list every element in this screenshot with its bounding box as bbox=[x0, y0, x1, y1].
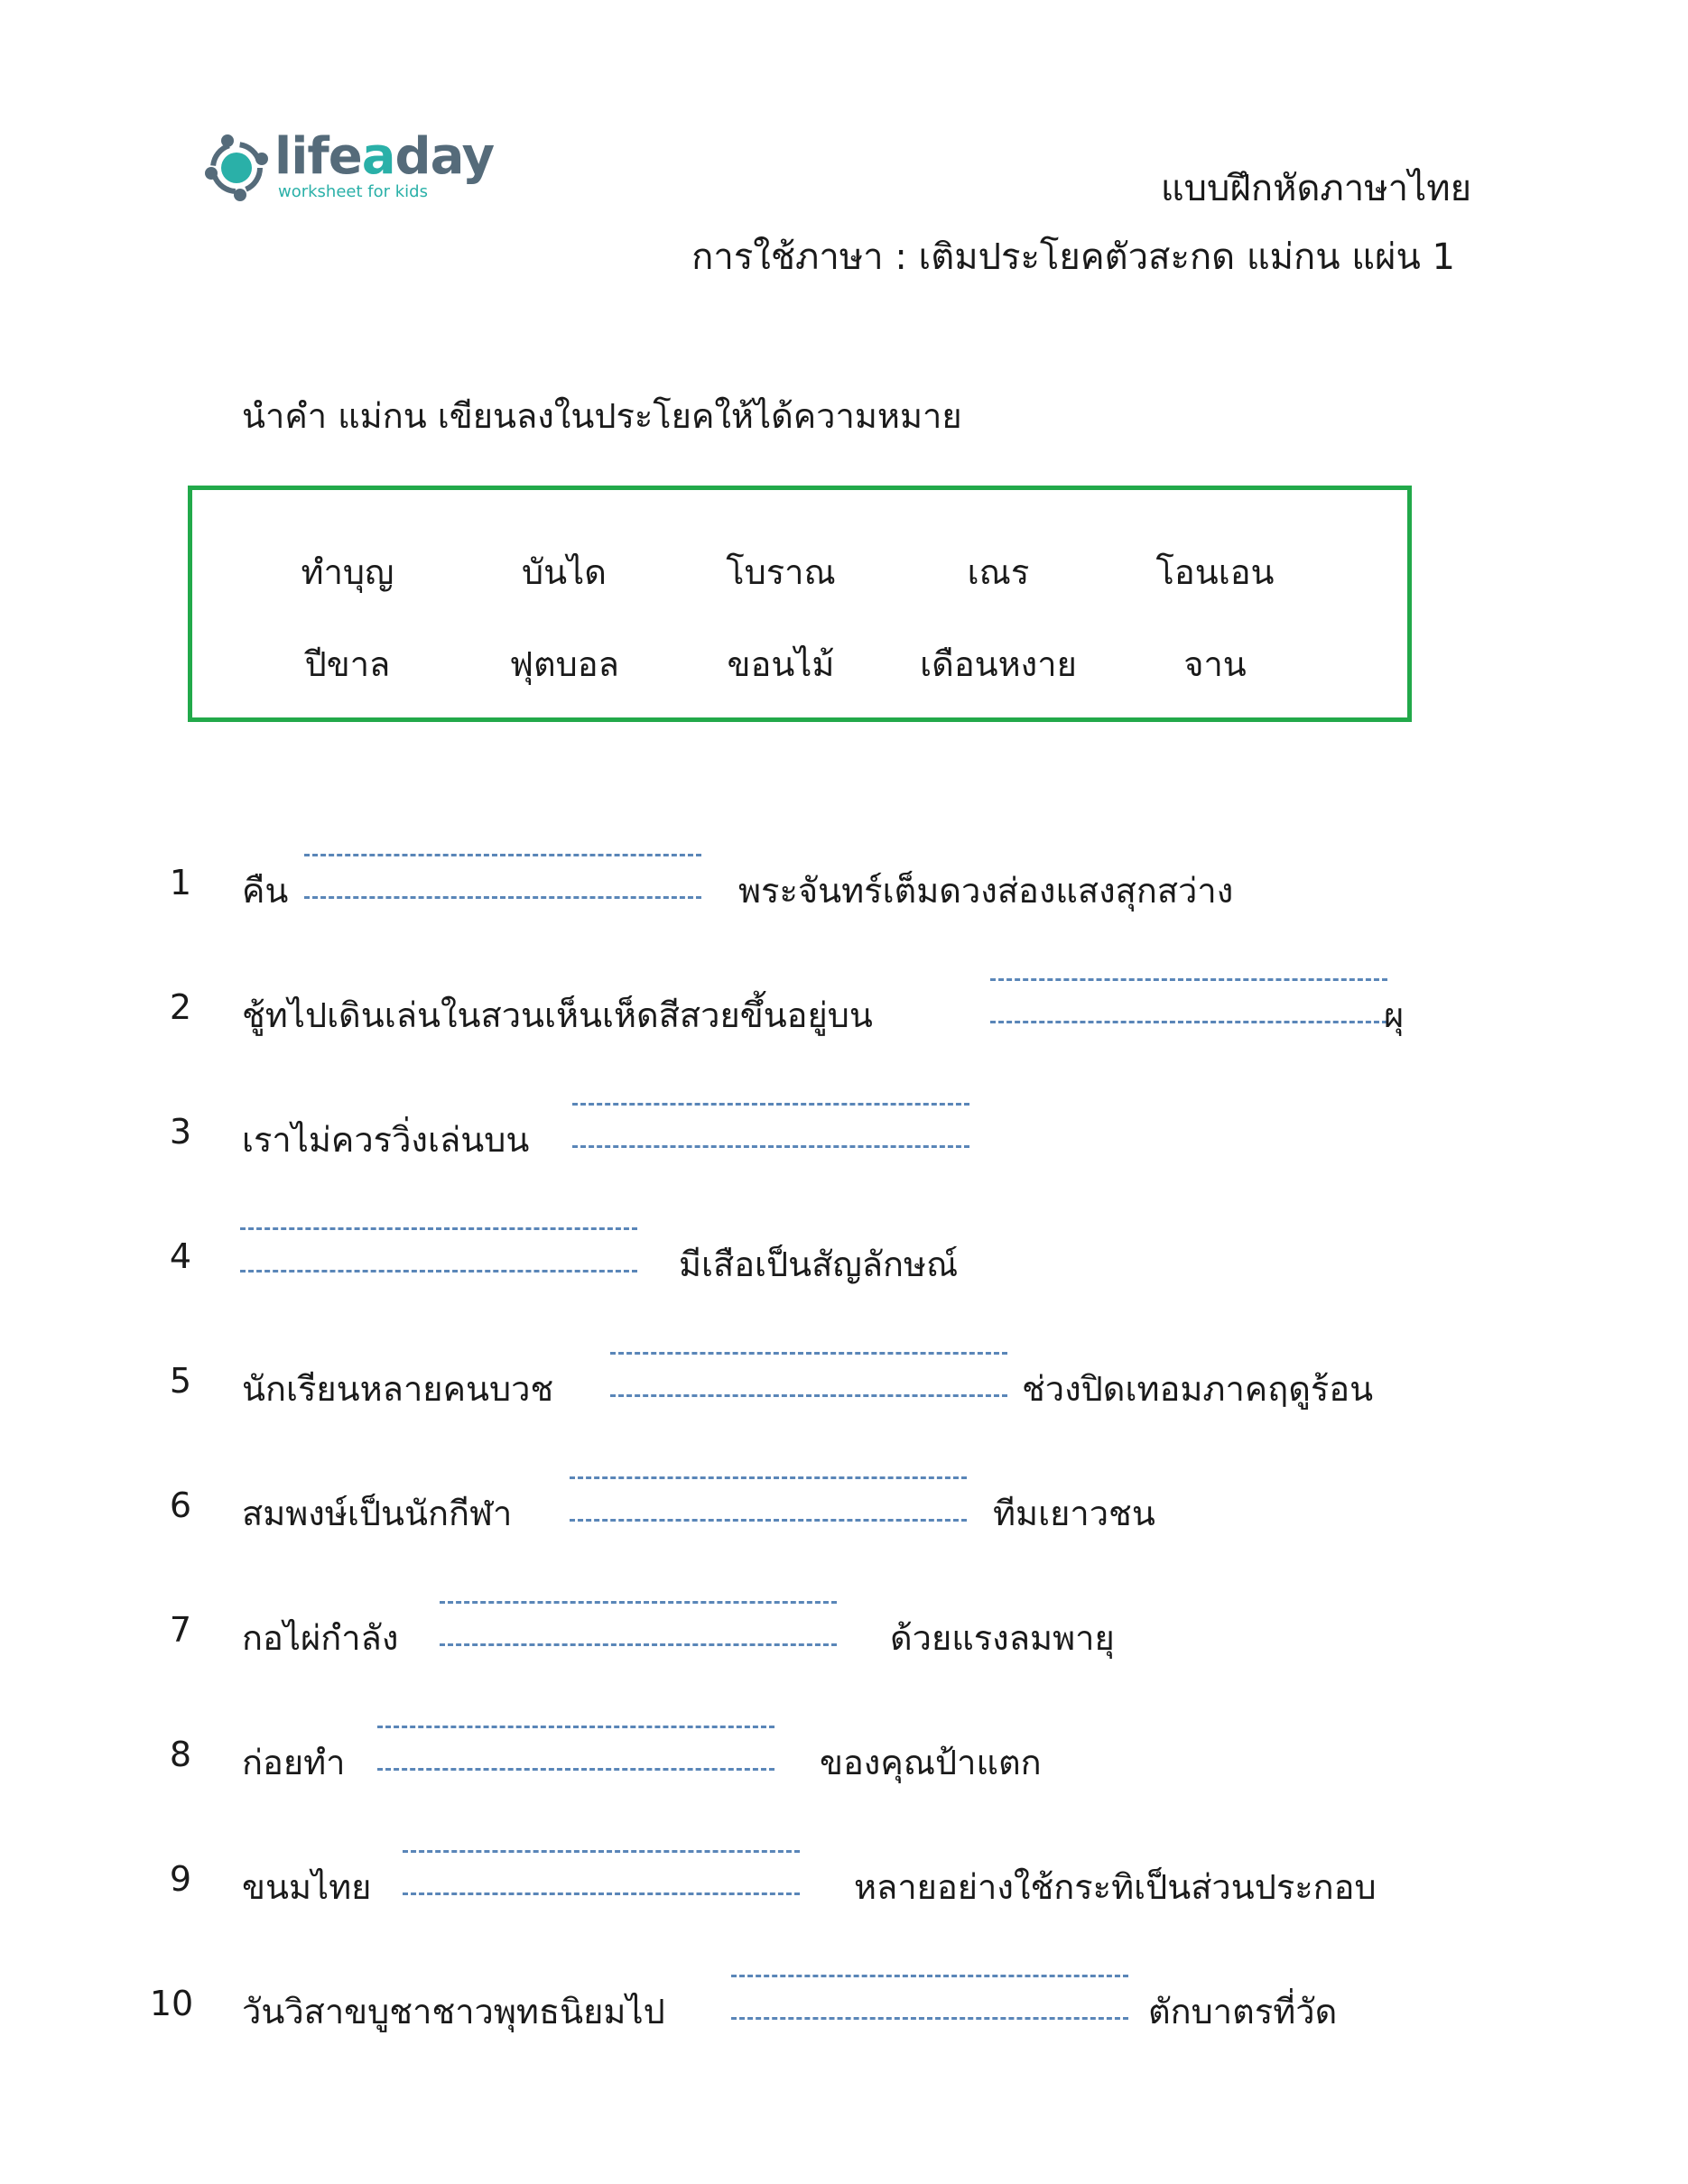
answer-blank[interactable] bbox=[440, 1601, 837, 1646]
sentence-row bbox=[0, 1473, 1688, 1545]
sentence-text-before: สมพงษ์เป็นนักกีฬา bbox=[242, 1494, 513, 1533]
sentence-number: 3 bbox=[169, 1112, 192, 1152]
word-bank-item: เณร bbox=[967, 552, 1030, 592]
sentence-number: 2 bbox=[169, 987, 192, 1027]
word-bank-box bbox=[188, 486, 1412, 722]
sentence-text-before: ขนมไทย bbox=[242, 1867, 372, 1907]
worksheet-subtitle: การใช้ภาษา : เติมประโยคตัวสะกด แม่กน แผ่น 1 bbox=[691, 236, 1455, 278]
sentence-number: 9 bbox=[169, 1859, 192, 1899]
sentence-row bbox=[0, 1099, 1688, 1171]
sentence-number: 8 bbox=[169, 1735, 192, 1774]
word-bank-item: ปีขาล bbox=[304, 644, 391, 684]
sentence-text-before: ชู้ทไปเดินเล่นในสวนเห็นเห็ดสีสวยขึ้นอยู่บน bbox=[242, 995, 873, 1035]
word-bank-item: ฟุตบอล bbox=[509, 644, 619, 684]
sentence-text-after: ทีมเยาวชน bbox=[993, 1494, 1155, 1533]
sentence-number: 7 bbox=[169, 1610, 192, 1650]
sentence-text-after: ของคุณป้าแตก bbox=[820, 1743, 1042, 1782]
word-bank-item: โบราณ bbox=[726, 552, 836, 592]
answer-blank[interactable] bbox=[304, 854, 701, 899]
sentence-row bbox=[0, 1722, 1688, 1794]
word-bank-item: โอนเอน bbox=[1155, 552, 1275, 592]
sentence-text-after: พระจันทร์เต็มดวงส่องแสงสุกสว่าง bbox=[738, 871, 1234, 911]
sentence-number: 1 bbox=[169, 863, 192, 902]
logo-wordmark: lifeaday bbox=[274, 127, 495, 186]
molecule-logo-icon bbox=[200, 132, 273, 204]
answer-blank[interactable] bbox=[570, 1476, 967, 1522]
sentence-text-before: กอไผ่กำลัง bbox=[242, 1618, 399, 1658]
sentence-number: 6 bbox=[169, 1485, 192, 1525]
sentence-text-before: นักเรียนหลายคนบวช bbox=[242, 1369, 554, 1409]
answer-blank[interactable] bbox=[377, 1726, 774, 1771]
answer-blank[interactable] bbox=[240, 1227, 637, 1272]
sentence-text-before: เราไม่ควรวิ่งเล่นบน bbox=[242, 1120, 530, 1160]
sentence-row bbox=[0, 1971, 1688, 2043]
logo-tagline: worksheet for kids bbox=[278, 182, 428, 201]
word-bank-item: ขอนไม้ bbox=[727, 644, 835, 684]
word-bank-item: บันได bbox=[522, 552, 607, 592]
sentence-text-after: ตักบาตรที่วัด bbox=[1148, 1992, 1338, 2031]
word-bank-item: ทำบุญ bbox=[301, 552, 394, 592]
answer-blank[interactable] bbox=[610, 1352, 1007, 1397]
sentence-text-after: มีเสือเป็นสัญลักษณ์ bbox=[679, 1245, 959, 1284]
sentence-row bbox=[0, 975, 1688, 1047]
sentence-text-after: ช่วงปิดเทอมภาคฤดูร้อน bbox=[1022, 1369, 1374, 1409]
sentence-text-before: วันวิสาขบูชาชาวพุทธนิยมไป bbox=[242, 1992, 665, 2031]
sentence-text-after: ด้วยแรงลมพายุ bbox=[890, 1618, 1115, 1658]
answer-blank[interactable] bbox=[731, 1975, 1128, 2020]
sentence-number: 10 bbox=[149, 1984, 194, 2023]
sentence-row bbox=[0, 1348, 1688, 1421]
sentence-text-after: หลายอย่างใช้กระทิเป็นส่วนประกอบ bbox=[854, 1867, 1377, 1907]
word-bank-item: จาน bbox=[1183, 644, 1247, 684]
sentence-row bbox=[0, 1224, 1688, 1296]
sentence-number: 4 bbox=[169, 1236, 192, 1276]
answer-blank[interactable] bbox=[403, 1850, 800, 1895]
sentence-row bbox=[0, 1597, 1688, 1670]
word-bank-item: เดือนหงาย bbox=[920, 644, 1077, 684]
answer-blank[interactable] bbox=[990, 978, 1387, 1023]
sentence-text-before: คืน bbox=[242, 871, 289, 911]
worksheet-title: แบบฝึกหัดภาษาไทย bbox=[1160, 168, 1471, 209]
sentence-text-after: ผุ bbox=[1384, 995, 1405, 1035]
sentence-number: 5 bbox=[169, 1361, 192, 1401]
instruction-text: นำคำ แม่กน เขียนลงในประโยคให้ได้ความหมาย bbox=[242, 396, 962, 436]
sentence-row bbox=[0, 1846, 1688, 1919]
sentence-text-before: ก่อยทำ bbox=[242, 1743, 346, 1782]
sentence-row bbox=[0, 850, 1688, 922]
lifeaday-logo bbox=[200, 126, 495, 217]
answer-blank[interactable] bbox=[572, 1103, 969, 1148]
